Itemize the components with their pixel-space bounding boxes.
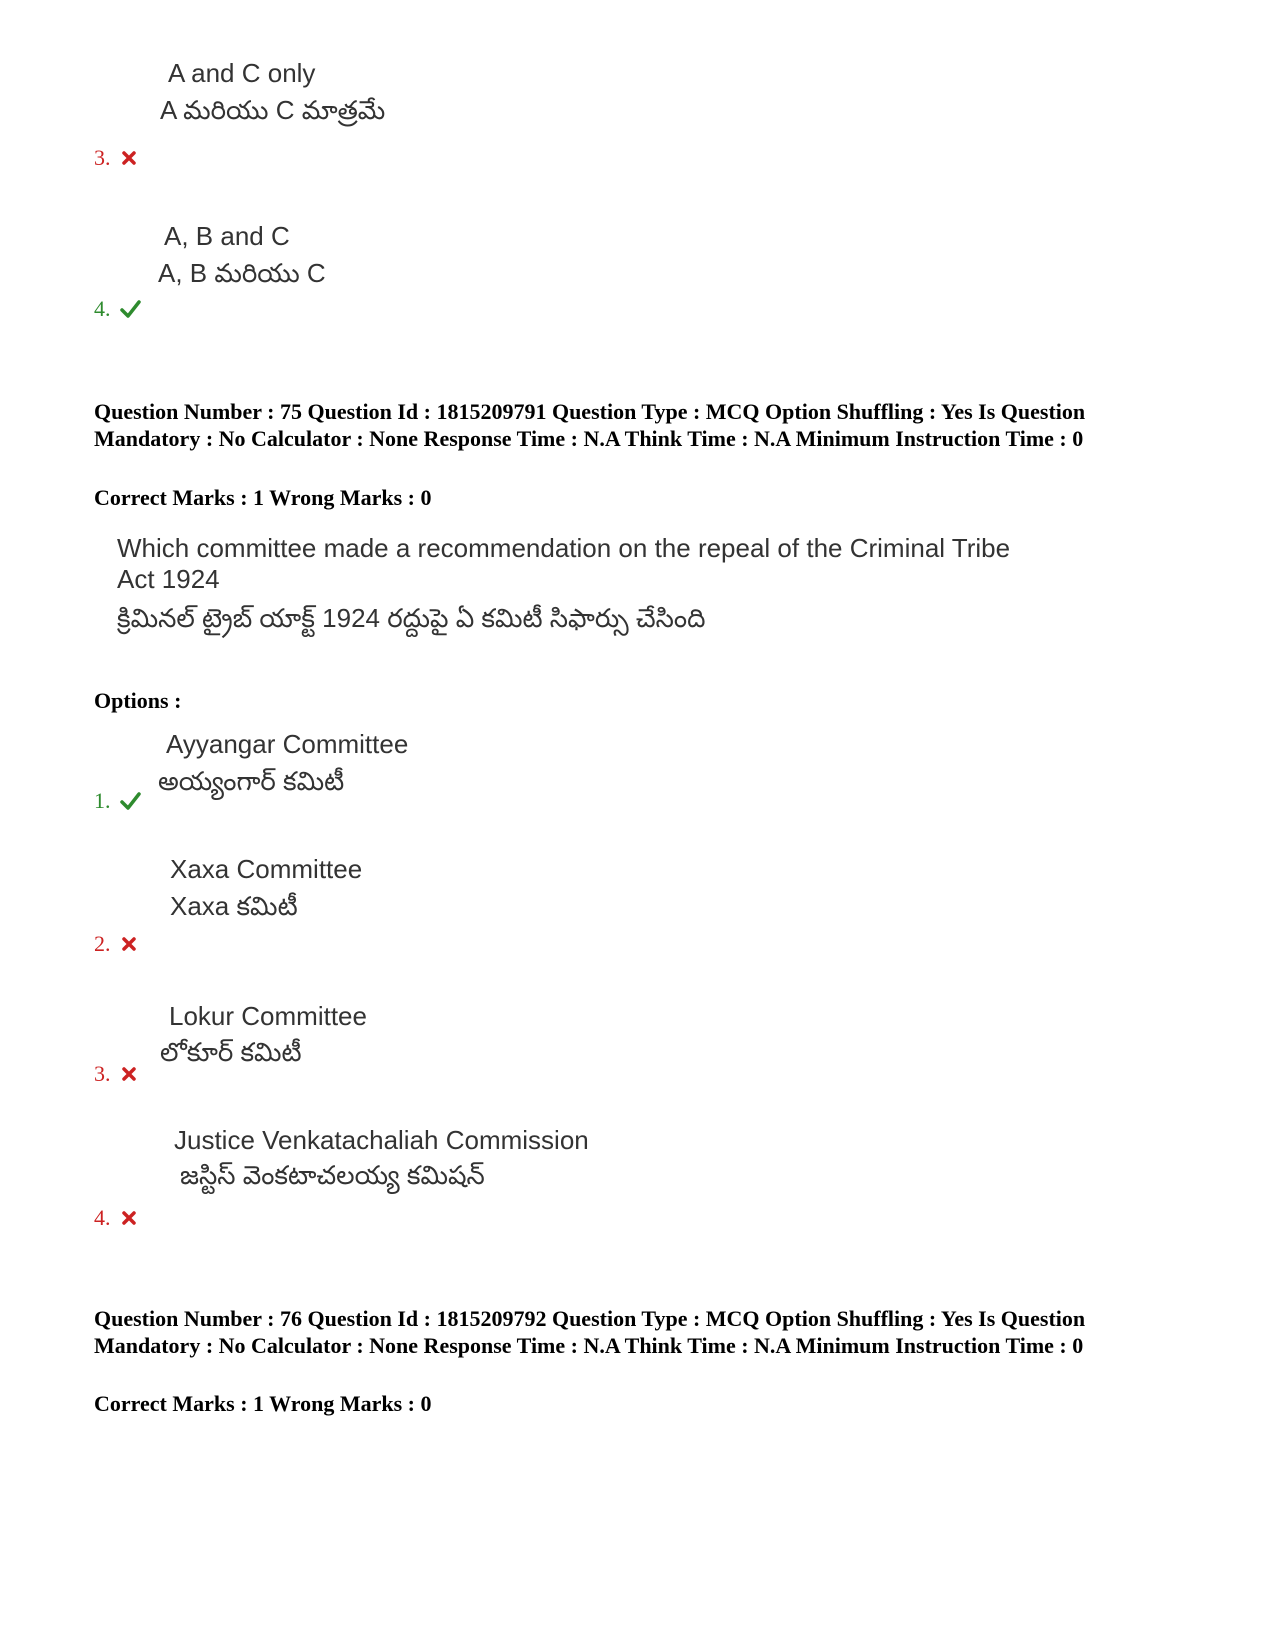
cross-icon xyxy=(119,1064,141,1084)
q75-option-1-english: Ayyangar Committee xyxy=(166,729,409,759)
q75-option-2-english: Xaxa Committee xyxy=(170,854,363,884)
option-4-telugu: A, B మరియు C xyxy=(158,258,326,288)
option-4-number: 4. xyxy=(94,296,111,321)
options-label: Options : xyxy=(94,688,182,713)
q75-option-4-number: 4. xyxy=(94,1205,111,1230)
question-75-meta: Question Number : 75 Question Id : 1815209791 Question Type : MCQ Option Shuffling : Yes Is Question Mandatory : No Calculator : None Response Time : N.A Think Time : N.A Minimum Instruction Time : 0 xyxy=(94,399,1086,451)
check-icon xyxy=(119,299,141,319)
q75-option-1-marker xyxy=(94,788,141,814)
q75-option-4-english: Justice Venkatachaliah Commission xyxy=(174,1125,589,1155)
option-3-number: 3. xyxy=(94,145,111,170)
question-75-text-telugu: క్రిమినల్ ట్రైబ్ యాక్ట్ 1924 రద్దుపై ఏ కమిటీ సిఫార్సు చేసింది xyxy=(117,603,706,633)
cross-icon xyxy=(119,1208,141,1228)
question-76-meta: Question Number : 76 Question Id : 1815209792 Question Type : MCQ Option Shuffling : Yes Is Question Mandatory : No Calculator : None Response Time : N.A Think Time : N.A Minimum Instruction Time : 0 xyxy=(94,1306,1086,1358)
option-3-marker xyxy=(94,145,141,171)
q75-option-3-marker xyxy=(94,1061,141,1087)
q75-option-4-marker xyxy=(94,1205,141,1231)
q75-option-2-number: 2. xyxy=(94,931,111,956)
cross-icon xyxy=(119,148,141,168)
q75-option-3-english: Lokur Committee xyxy=(169,1001,367,1031)
option-4-english: A, B and C xyxy=(164,221,290,251)
option-3-english: A and C only xyxy=(168,58,316,88)
option-3-telugu: A మరియు C మాత్రమే xyxy=(160,95,386,125)
q75-option-3-number: 3. xyxy=(94,1061,111,1086)
q75-option-1-number: 1. xyxy=(94,788,111,813)
question-76-marks: Correct Marks : 1 Wrong Marks : 0 xyxy=(94,1391,432,1416)
q75-option-1-telugu: అయ్యంగార్ కమిటీ xyxy=(158,766,345,796)
q75-option-2-marker xyxy=(94,931,141,957)
cross-icon xyxy=(119,934,141,954)
option-4-marker xyxy=(94,296,141,322)
question-75-marks: Correct Marks : 1 Wrong Marks : 0 xyxy=(94,485,432,510)
check-icon xyxy=(119,791,141,811)
q75-option-2-telugu: Xaxa కమిటీ xyxy=(170,891,298,921)
q75-option-3-telugu: లోకూర్ కమిటీ xyxy=(160,1037,302,1067)
q75-option-4-telugu: జస్టిస్ వెంకటాచలయ్య కమిషన్ xyxy=(180,1160,485,1190)
question-75-text-english: Which committee made a recommendation on the repeal of the Criminal Tribe Act 1924 xyxy=(117,533,1011,594)
